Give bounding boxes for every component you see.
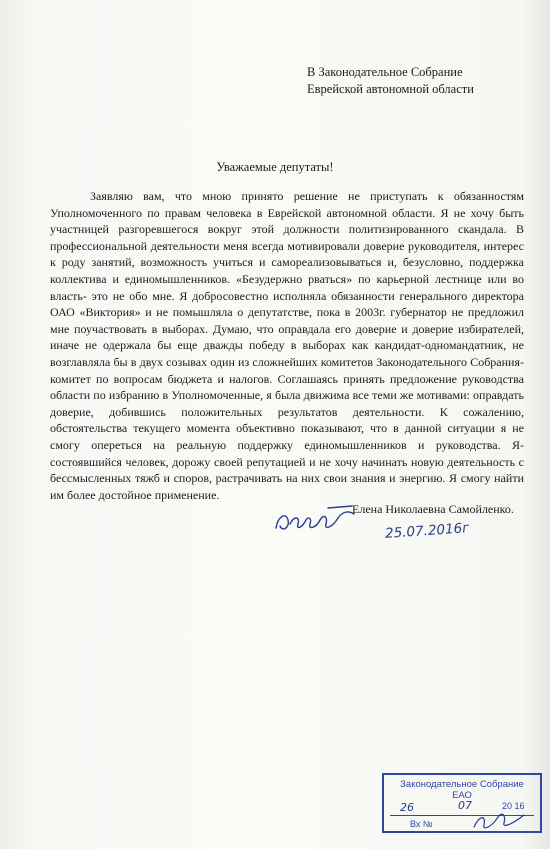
addressee-line-1: В Законодательное Собрание — [307, 65, 463, 79]
author-name: Елена Николаевна Самойленко. — [352, 502, 514, 516]
stamp-day: 26 — [400, 801, 414, 814]
stamp-subtitle: ЕАО — [452, 790, 472, 801]
stamp-title: Законодательное Собрание — [400, 779, 524, 790]
handwritten-date: 25.07.2016г — [384, 520, 470, 542]
stamp-number-label: Вх № — [410, 819, 433, 829]
stamp-month: 07 — [458, 799, 472, 812]
body-paragraph: Заявляю вам, что мною принято решение не приступать к обязанностям Уполномоченного по правам человека в Еврейской автономной области. Я не хочу быть участницей разгоревшегося вокруг этой должности политизированного скандала. В профессиональной деятельности меня всегда мотивировали доверие руководителя, интерес к роду занятий, возможность учиться и самореализовываться и, безусловно, поддержка коллектива и единомышленников. «Безудержно рваться» по карьерной лестнице или во власть- это не обо мне. Я добросовестно исполняла обязанности генерального директора ОАО «Виктория» и не помышляла о депутатстве, пока в 2003г. губернатор не предложил мне поучаствовать в выборах. Думаю, что оправдала его доверие и доверие избирателей, иначе не одержала бы еще дважды победу в выборах как кандидат-одномандатник, не возглавляла бы в двух созывах один из сложнейших комитетов Законодательного Собрания- комитет по вопросам бюджета и налогов. Соглашаясь принять предложение руководства области по избранию в Уполномоченные, я была движима все теми же мотивами: оправдать доверие, добившись положительных результатов деятельности. К сожалению, обстоятельства текущего момента объективно показывают, что в данной ситуации я не смогу опереться на реальную поддержку единомышленников и руководства. Я- состоявшийся человек, дорожу своей репутацией и не хочу начинать новую деятельность с бессмысленных тяжб и споров, растрачивать на них свои знания и энергию. Я смогу найти им более достойное применение. — [50, 189, 524, 502]
addressee-block — [307, 64, 537, 98]
greeting: Уважаемые депутаты! — [216, 160, 334, 174]
registration-stamp — [382, 773, 542, 833]
addressee-line-2: Еврейской автономной области — [307, 82, 474, 96]
stamp-signature — [470, 809, 530, 833]
stamp-year: 20 16 — [502, 801, 525, 811]
letter-body — [50, 188, 524, 503]
